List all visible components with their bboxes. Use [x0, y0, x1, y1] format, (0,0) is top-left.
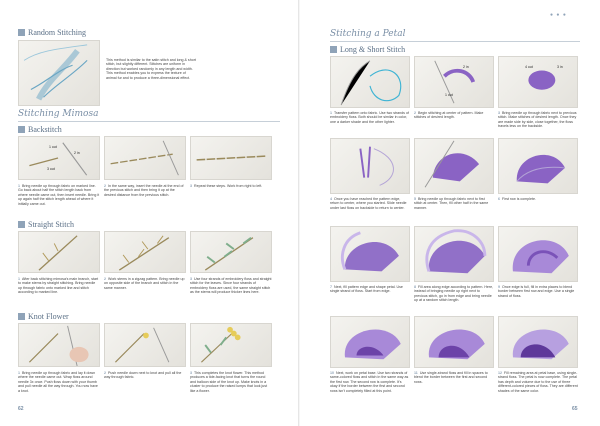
knot-step-2: 2 Push needle down next to knot and pull all the way through fabric. — [104, 371, 182, 380]
petal-step-3: 3 Bring needle up through fabric next to previous stitch. Make stitches of desired length. Once they are made side by side, close together, the floss travels less on the backside. — [498, 111, 577, 129]
random-stitching-text: This method is similar to the satin stitch and long & short stitch, but slightly different. Stitches are uniform in direction but worked randomly in any length and width. This method enables you to express the texture of animal fur and to produce a three-dimensional effect. — [106, 58, 196, 80]
backstitch-step-2: 2 In the same way, insert the needle at the end of the previous stitch and then bring it up at the desired distance from the previous stitch. — [104, 184, 184, 197]
label-2-in: 2 in — [463, 65, 469, 69]
page-number-left: 62 — [18, 406, 24, 412]
straight-step-1: 1 After back stitching mimosa's main branch, start to make stems by straight stitching. Bring needle up through fabric onto marked line and stitch according to marked line. — [18, 277, 99, 295]
right-page — [300, 0, 600, 426]
section-bullet-icon — [18, 29, 25, 36]
label-3-in: 3 in — [557, 65, 563, 69]
petal-photo-8 — [414, 226, 494, 282]
petal-photo-7 — [330, 226, 410, 282]
long-short-title: Long & Short Stitch — [340, 44, 406, 54]
petal-step-5: 5 Bring needle up through fabric next to first stitch at center. Then, fill other half in the same manner. — [414, 197, 489, 210]
knot-flower-photo-2 — [104, 323, 186, 367]
page-number-right: 65 — [572, 406, 578, 412]
knot-step-3: 3 This completes the knot flower. This method produces a tide-facing knot that turns the round and balloon side of the knot up. Make knots in a cluster to produce the raised lumps that look just like a flower. — [190, 371, 268, 393]
straight-stitch-photo-2 — [104, 231, 186, 273]
label-1-out: 1 out — [445, 93, 453, 97]
straight-stitch-photo-1 — [18, 231, 100, 273]
section-divider — [18, 121, 280, 122]
straight-stitch-title: Straight Stitch — [28, 219, 74, 229]
backstitch-title: Backstitch — [28, 124, 62, 134]
straight-step-2: 2 Work stems in a zigzag pattern. Bring needle up on opposite side of the branch and stitch in the same manner. — [104, 277, 185, 290]
petal-step-9: 9 Once edge is full, fill in extra places to blend border between first row and edge. Use a single strand of floss. — [498, 285, 575, 298]
knot-step-1: 1 Bring needle up through fabric and lay it down where the needle came out. Wrap floss around needle 3x once. Push floss down with your thumb and pull needle all the way through. You now have a knot. — [18, 371, 98, 393]
backstitch-step-3: 3 Repeat these steps. Work from right to left. — [190, 184, 263, 188]
section-bullet-icon — [18, 313, 25, 320]
straight-stitch-photo-3 — [190, 231, 272, 273]
petal-photo-6 — [498, 138, 578, 194]
petal-step-4: 4 Once you have reached the pattern edge, return to center, where you started. Slide needle under last floss on backside to return to center. — [330, 197, 407, 210]
petal-step-10: 10 Next, work on petal base. Use two strands of same-colored floss and stitch in the same way as the first row. The second row is complete. It's okay if the border between the first and second rows isn't completely filled at this point. — [330, 371, 409, 393]
label-4-out: 4 out — [525, 65, 533, 69]
decorative-dots: ● ● ● — [550, 12, 567, 18]
petal-photo-10 — [330, 316, 410, 368]
petal-photo-11 — [414, 316, 494, 368]
straight-stitch-header — [18, 219, 74, 229]
petal-photo-3 — [498, 56, 578, 108]
petal-photo-5 — [414, 138, 494, 194]
label-3-out: 3 out — [47, 167, 55, 171]
petal-step-1: 1 Transfer pattern onto fabric. Use two strands of embroidery floss. Both should be similar in color, one a darker shade and the other lighter. — [330, 111, 409, 124]
knot-flower-title: Knot Flower — [28, 311, 69, 321]
petal-step-2: 2 Begin stitching at center of pattern. Make stitches of desired length. — [414, 111, 484, 120]
backstitch-header — [18, 124, 62, 134]
backstitch-step-1: 1 Bring needle up through fabric on marked line. Go back about half the stitch length back from where needle came out, then insert needle. Bring it up again half the stitch length ahead of where it initially came out. — [18, 184, 100, 206]
straight-step-3: 3 Use four strands of embroidery floss and straight stitch for the leaves. Since four strands of embroidery floss are used, the same straight stitch as the stems will produce thicker lines here. — [190, 277, 272, 295]
section-bullet-icon — [330, 46, 337, 53]
petal-photo-1 — [330, 56, 410, 108]
backstitch-photo-3 — [190, 136, 272, 180]
petal-step-6: 6 First row is complete. — [498, 197, 536, 201]
knot-flower-photo-3 — [190, 323, 272, 367]
long-short-header — [330, 44, 405, 54]
section-bullet-icon — [18, 221, 25, 228]
random-stitching-header — [18, 27, 86, 37]
knot-flower-header — [18, 311, 69, 321]
petal-title: Stitching a Petal — [330, 29, 406, 39]
backstitch-photo-2 — [104, 136, 186, 180]
petal-photo-9 — [498, 226, 578, 282]
section-bullet-icon — [18, 126, 25, 133]
random-stitching-title: Random Stitching — [28, 27, 86, 37]
backstitch-photo-1 — [18, 136, 100, 180]
petal-photo-2 — [414, 56, 494, 108]
label-1-out: 1 out — [49, 145, 57, 149]
petal-step-11: 11 Use single-strand floss and fill in spaces to blend the border between the first and second rows. — [414, 371, 488, 384]
petal-photo-12 — [498, 316, 578, 368]
mimosa-title: Stitching Mimosa — [18, 109, 99, 119]
petal-photo-4 — [330, 138, 410, 194]
knot-flower-photo-1 — [18, 323, 100, 367]
section-divider — [330, 41, 580, 42]
petal-step-8: 8 Fill area along edge according to pattern. Here, instead of bringing needle up right next to previous stitch, go in from edge and bring needle up at a random stitch length. — [414, 285, 494, 303]
label-2-in: 2 in — [74, 151, 80, 155]
petal-step-7: 7 Next, fill pattern edge and shape petal. Use single strand of floss. Start from edge. — [330, 285, 403, 294]
petal-step-12: 12 Fill remaining area at petal base, using single-strand floss. The petal is now complete. The petal has depth and volume due to the use of three different-colored pieces of floss. They are different shades of the same color. — [498, 371, 578, 393]
random-stitching-photo — [18, 40, 100, 106]
